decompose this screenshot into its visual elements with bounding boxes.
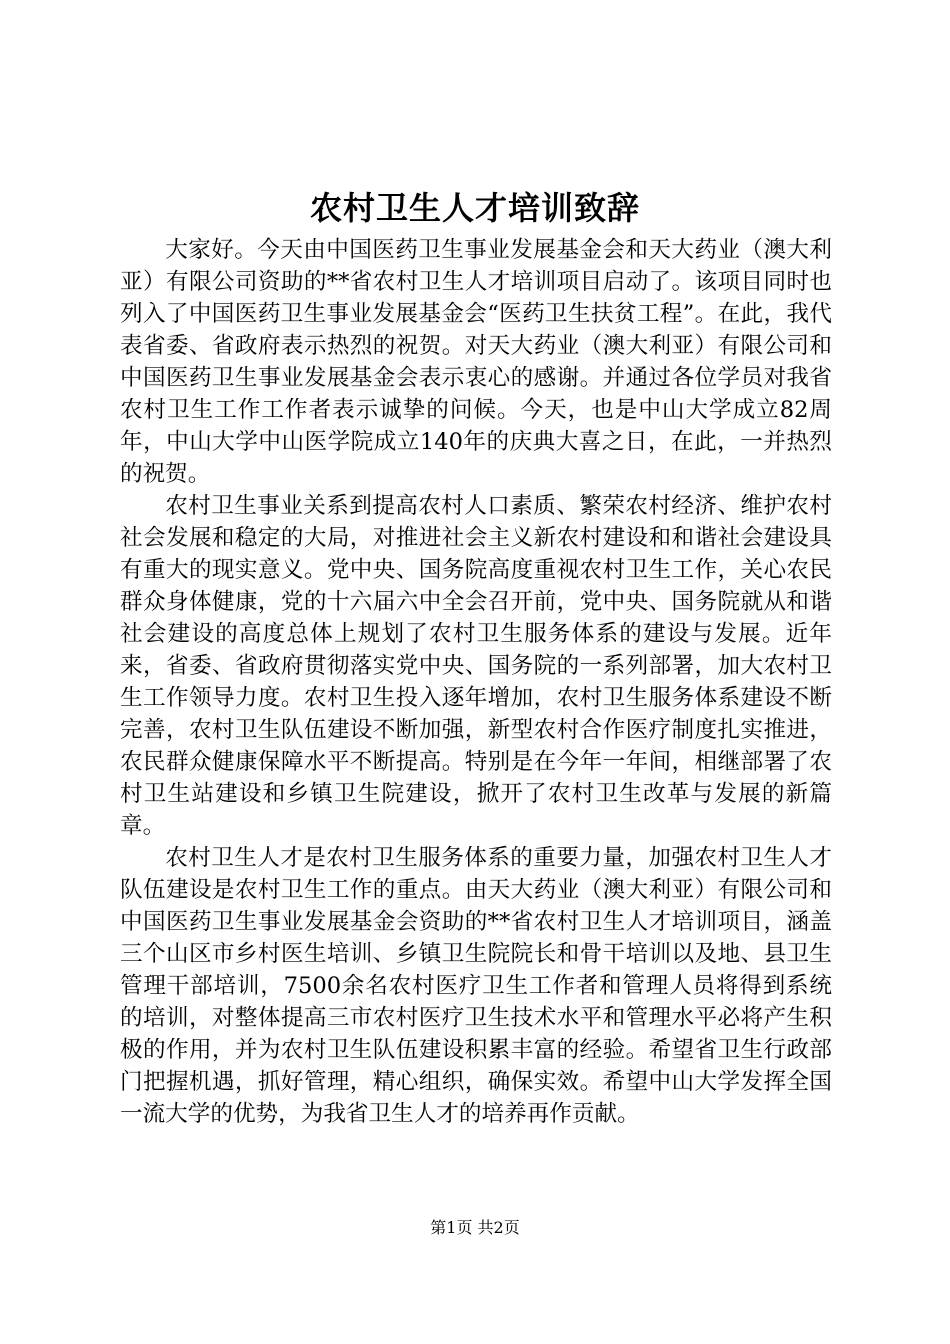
document-body <box>120 234 832 1130</box>
paragraph-1: 大家好。今天由中国医药卫生事业发展基金会和天大药业（澳大利亚）有限公司资助的**省农村卫生人才培训项目启动了。该项目同时也列入了中国医药卫生事业发展基金会“医药卫生扶贫工程”。在此，我代表省委、省政府表示热烈的祝贺。对天大药业（澳大利亚）有限公司和中国医药卫生事业发展基金会表示衷心的感谢。并通过各位学员对我省农村卫生工作工作者表示诚挚的问候。今天，也是中山大学成立82周年，中山大学中山医学院成立140年的庆典大喜之日，在此，一并热烈的祝贺。 <box>120 237 832 487</box>
page-number-footer: 第1页 共2页 <box>430 1218 520 1237</box>
paragraph-2: 农村卫生事业关系到提高农村人口素质、繁荣农村经济、维护农村社会发展和稳定的大局，对推进社会主义新农村建设和和谐社会建设具有重大的现实意义。党中央、国务院高度重视农村卫生工作，关心农民群众身体健康，党的十六届六中全会召开前，党中央、国务院就从和谐社会建设的高度总体上规划了农村卫生服务体系的建设与发展。近年来，省委、省政府贯彻落实党中央、国务院的一系列部署，加大农村卫生工作领导力度。农村卫生投入逐年增加，农村卫生服务体系建设不断完善，农村卫生队伍建设不断加强，新型农村合作医疗制度扎实推进，农民群众健康保障水平不断提高。特别是在今年一年间，相继部署了农村卫生站建设和乡镇卫生院建设，掀开了农村卫生改革与发展的新篇章。 <box>120 493 832 839</box>
paragraph-3: 农村卫生人才是农村卫生服务体系的重要力量，加强农村卫生人才队伍建设是农村卫生工作的重点。由天大药业（澳大利亚）有限公司和中国医药卫生事业发展基金会资助的**省农村卫生人才培训项目，涵盖三个山区市乡村医生培训、乡镇卫生院院长和骨干培训以及地、县卫生管理干部培训，7500余名农村医疗卫生工作者和管理人员将得到系统的培训，对整体提高三市农村医疗卫生技术水平和管理水平必将产生积极的作用，并为农村卫生队伍建设积累丰富的经验。希望省卫生行政部门把握机遇，抓好管理，精心组织，确保实效。希望中山大学发挥全国一流大学的优势，为我省卫生人才的培养再作贡献。 <box>120 845 832 1127</box>
document-title: 农村卫生人才培训致辞 <box>309 189 640 227</box>
